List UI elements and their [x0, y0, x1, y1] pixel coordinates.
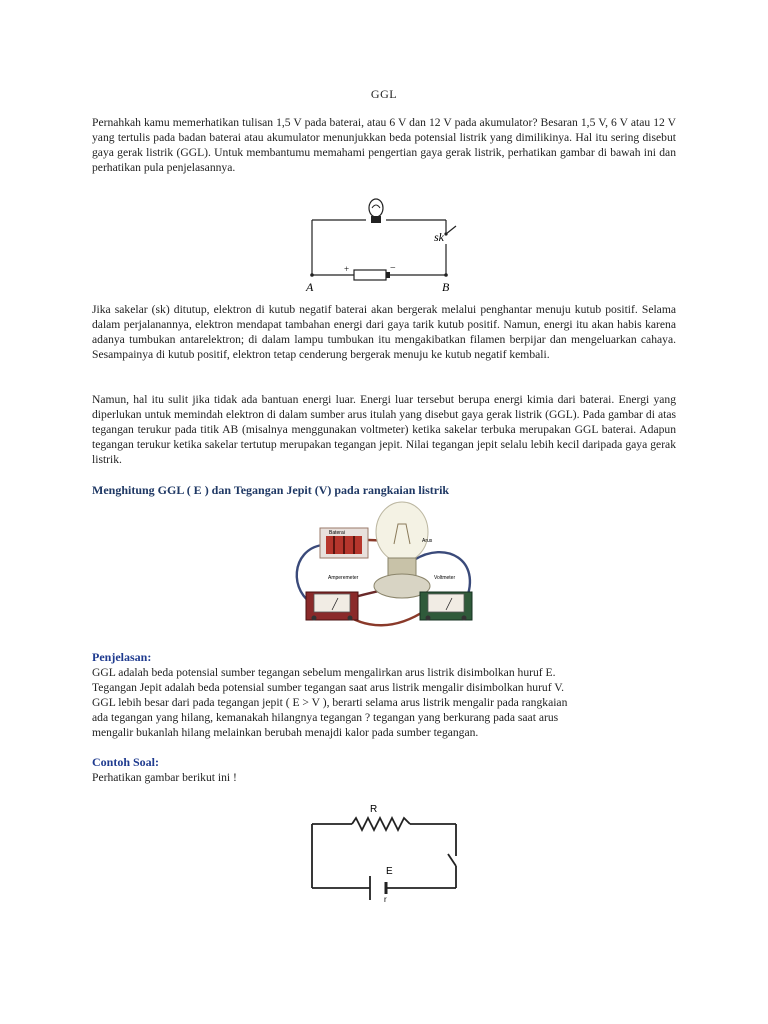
internal-resistance-label: r — [384, 895, 387, 904]
contoh-soal-heading: Contoh Soal: — [92, 755, 160, 769]
circuit-diagram-resistor — [306, 798, 466, 910]
point-a-label: A — [306, 280, 314, 294]
voltmeter-icon — [420, 592, 472, 621]
contoh-soal-text: Perhatikan gambar berikut ini ! — [92, 771, 237, 784]
penjelasan-line: ada tegangan yang hilang, kemanakah hilangnya tegangan ? tegangan yang berkurang pada saat arus — [92, 711, 559, 724]
penjelasan-line: GGL lebih besar dari pada tegangan jepit ( E > V ), berarti selama arus listrik mengalir pada rangkaian — [92, 696, 568, 709]
ammeter-caption: Amperemeter — [328, 575, 359, 581]
explanation-paragraph-2: Namun, hal itu sulit jika tidak ada bantuan energi luar. Energi luar tersebut berupa energi kimia dari baterai. Energi yang diperlukan untuk memindah elektron di dalam sumber arus itulah yang disebut gaya gerak listrik (GGL). Pada gambar di atas tegangan terukur pada titik AB (misalnya menggunakan voltmeter) ketika sakelar terbuka merupakan GGL baterai. Adapun tegangan terukur ketika sakelar tertutup merupakan tegangan jepit. Nilai tegangan jepit selalu lebih kecil daripada gaya gerak listrik. — [92, 393, 676, 466]
switch-label: sk — [434, 230, 444, 244]
point-b-label: B — [442, 280, 450, 294]
explanation-paragraph-1: Jika sakelar (sk) ditutup, elektron di kutub negatif baterai akan bergerak melalui penghantar menuju kutub positif. Selama dalam perjalanannya, elektron mendapat tambahan energi dari gaya tarik kutub positif. Namun, energi itu akan habis karena adanya tumbukan antarelektron; di dalam lampu tumbukan itu mengakibatkan filamen berpijar dan mengeluarkan cahaya. Sesampainya di kutub positif, elektron tetap cenderung bergerak menuju ke kutub negatif kembali. — [92, 303, 676, 361]
resistor-label: R — [370, 804, 378, 815]
lamp-icon — [369, 199, 383, 223]
circuit-illustration — [286, 500, 482, 634]
emf-label: E — [386, 866, 393, 877]
page-title: GGL — [370, 87, 398, 101]
plus-label: + — [344, 264, 350, 274]
light-bulb-icon — [374, 502, 430, 598]
ammeter-icon — [306, 592, 358, 621]
battery-caption: Baterai — [329, 530, 345, 536]
minus-label: − — [390, 263, 396, 274]
penjelasan-line: mengalir bukanlah hilang melainkan berubah menajdi kalor pada sumber tegangan. — [92, 726, 479, 739]
wire-caption: Arus — [422, 538, 433, 544]
intro-paragraph: Pernahkah kamu memerhatikan tulisan 1,5 V pada baterai, atau 6 V dan 12 V pada akumulator? Besaran 1,5 V, 6 V atau 12 V yang tertulis pada badan baterai atau akumulator menunjukkan beda potensial listrik yang dimilikinya. Hal itu sering disebut gaya gerak listrik (GGL). Untuk membantumu memahami pengertian gaya gerak listrik, perhatikan gambar di bawah ini dan perhatikan pula penjelasannya. — [92, 116, 676, 174]
penjelasan-heading: Penjelasan: — [92, 650, 152, 664]
voltmeter-caption: Voltmeter — [434, 575, 456, 581]
section-heading-ggl: Menghitung GGL ( E ) dan Tegangan Jepit (V) pada rangkaian listrik — [92, 483, 450, 497]
battery-icon — [354, 270, 390, 280]
penjelasan-line: Tegangan Jepit adalah beda potensial sumber tegangan saat arus listrik mengalir disimbolkan huruf V. — [92, 681, 565, 694]
penjelasan-line: GGL adalah beda potensial sumber tegangan sebelum mengalirkan arus listrik disimbolkan huruf E. — [92, 666, 556, 679]
circuit-diagram-lamp-switch — [300, 192, 470, 294]
